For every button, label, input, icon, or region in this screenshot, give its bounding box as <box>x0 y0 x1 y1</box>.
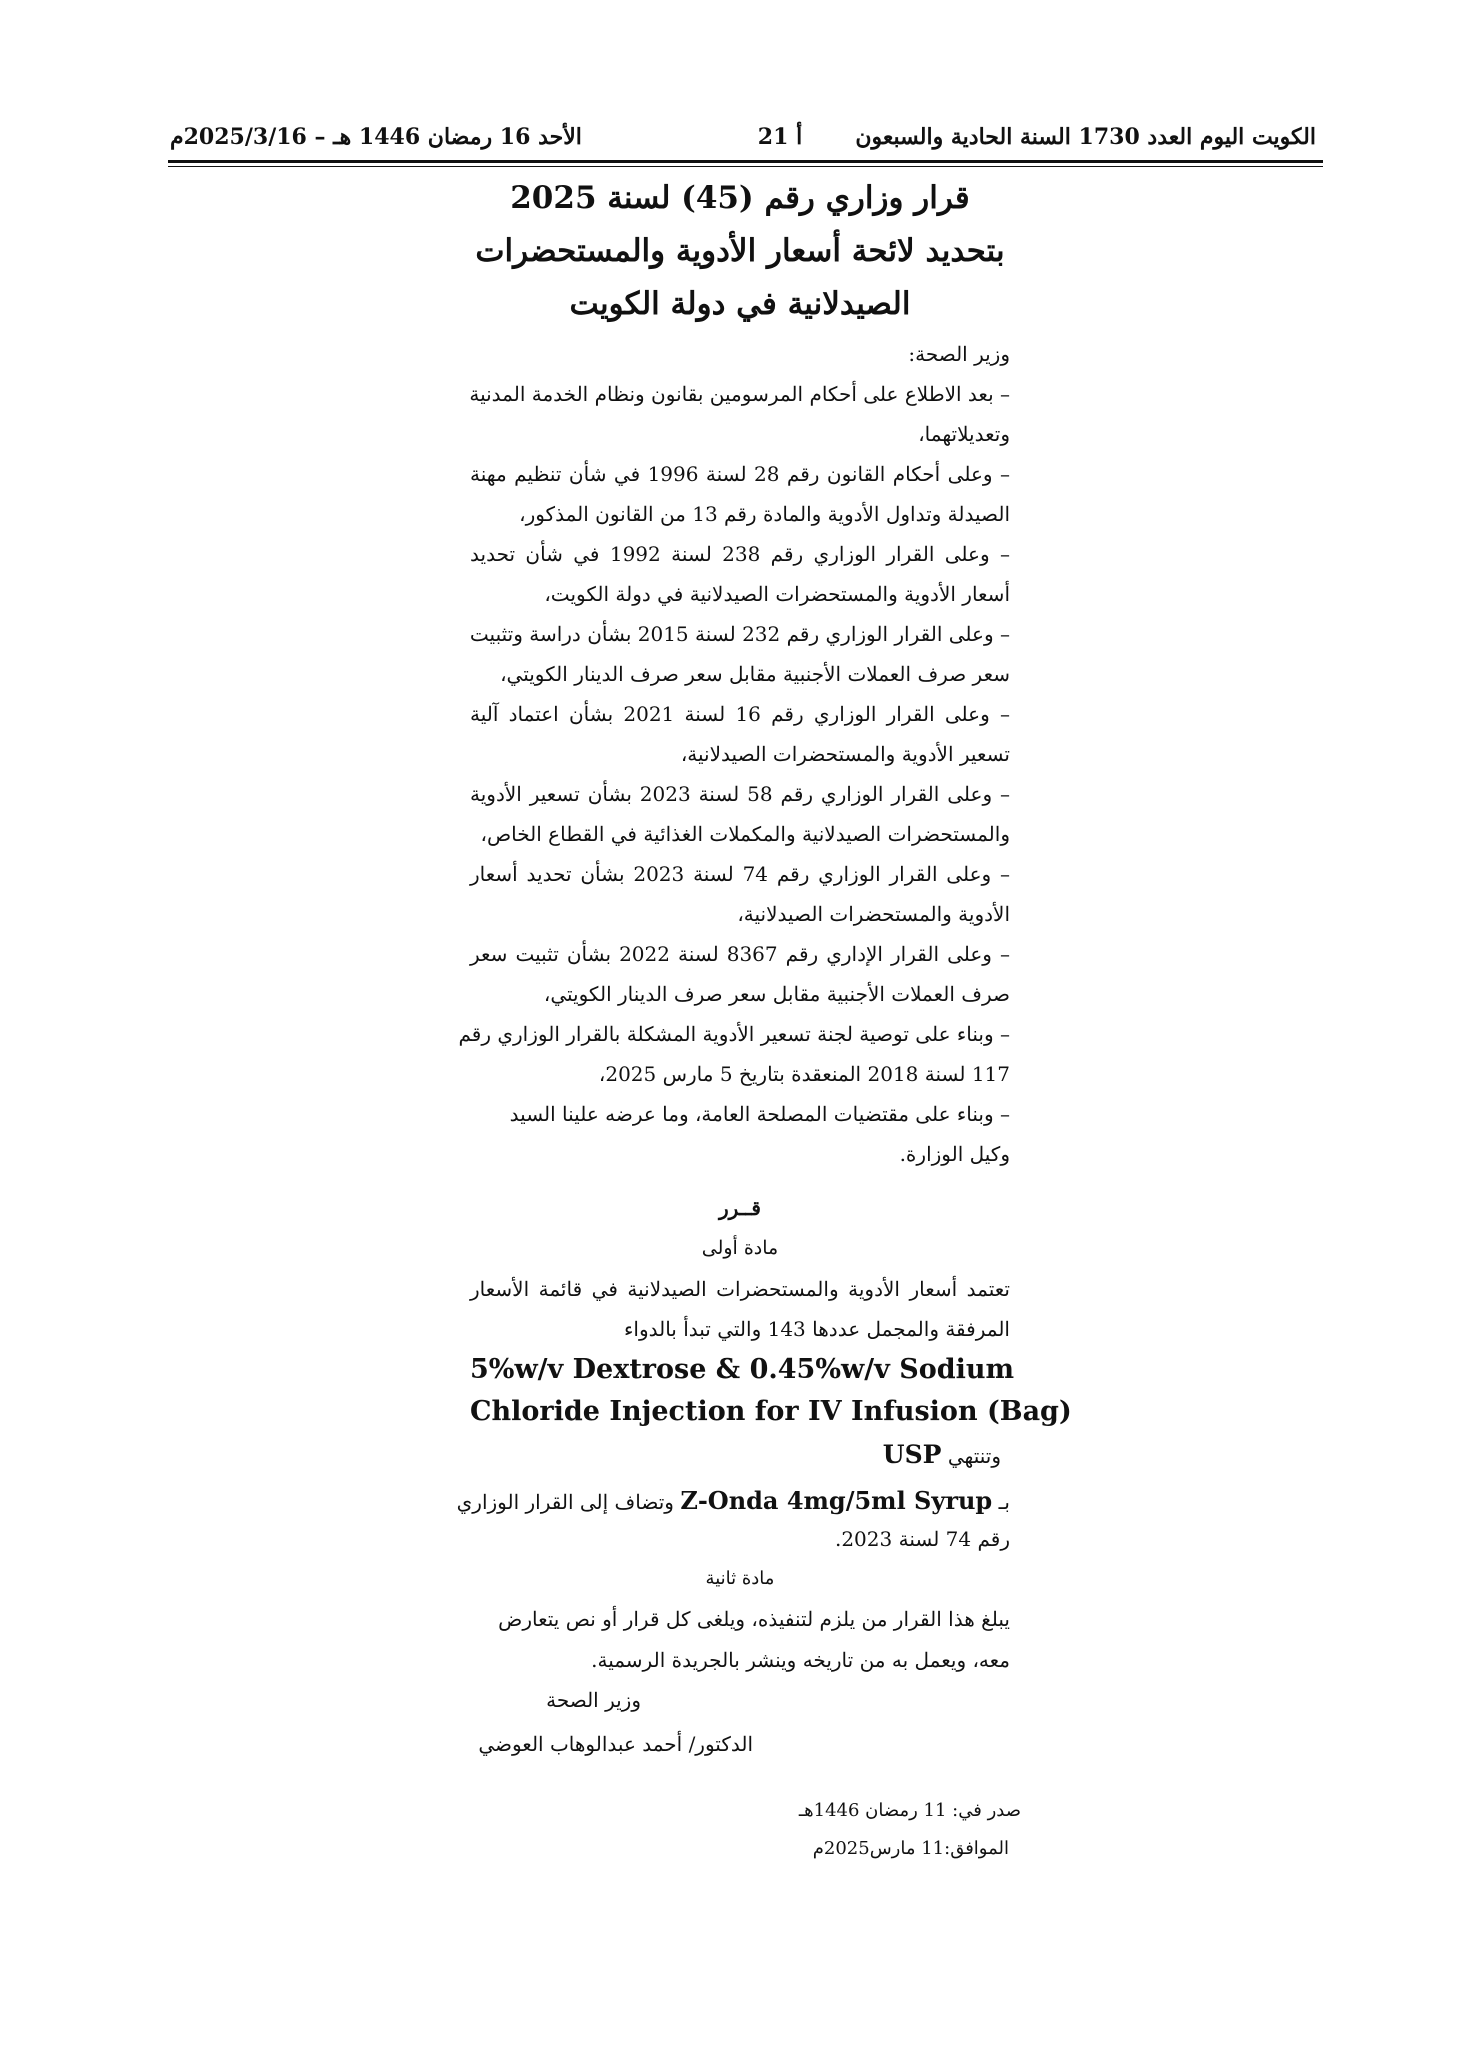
issue-date: الأحد 16 رمضان 1446 هـ – 2025/3/16م <box>170 124 582 150</box>
preamble-line: والمستحضرات الصيدلانية والمكملات الغذائية في القطاع الخاص، <box>480 822 1010 846</box>
usp-line <box>883 1440 1001 1469</box>
preamble-line: – وعلى القرار الوزاري رقم 238 لسنة 1992 في شأن تحديد <box>470 542 1010 566</box>
preamble-line: – وعلى القرار الوزاري رقم 58 لسنة 2023 بشأن تسعير الأدوية <box>470 782 1010 806</box>
preamble-line: – وعلى القرار الوزاري رقم 16 لسنة 2021 بشأن اعتماد آلية <box>470 702 1010 726</box>
decision-heading: قــرر <box>719 1196 761 1220</box>
preamble-line: – وعلى القرار الوزاري رقم 74 لسنة 2023 بشأن تحديد أسعار <box>470 862 1010 886</box>
signature-title: وزير الصحة <box>546 1688 641 1712</box>
article-1-line-1: تعتمد أسعار الأدوية والمستحضرات الصيدلانية في قائمة الأسعار <box>470 1277 1010 1301</box>
article-1-heading: مادة أولى <box>701 1237 779 1259</box>
minister-label: وزير الصحة: <box>908 342 1010 366</box>
preamble-line: وكيل الوزارة. <box>899 1142 1010 1166</box>
decree-subtitle-1: بتحديد لائحة أسعار الأدوية والمستحضرات <box>475 233 1005 269</box>
page-number: أ 21 <box>757 124 803 150</box>
first-drug-line-2: Chloride Injection for IV Infusion (Bag) <box>470 1396 1072 1427</box>
first-drug-line-1: 5%w/v Dextrose & 0.45%w/v Sodium <box>470 1354 1015 1385</box>
article-1-line-last: رقم 74 لسنة 2023. <box>834 1527 1010 1551</box>
article-2-line-1: يبلغ هذا القرار من يلزم لتنفيذه، ويلغى كل قرار أو نص يتعارض <box>498 1607 1010 1631</box>
decree-title: قرار وزاري رقم (45) لسنة 2025 <box>510 180 970 216</box>
by-prefix: بـ <box>998 1490 1010 1514</box>
article-2-heading: مادة ثانية <box>705 1568 775 1589</box>
preamble-line: أسعار الأدوية والمستحضرات الصيدلانية في دولة الكويت، <box>544 582 1010 606</box>
preamble-line: سعر صرف العملات الأجنبية مقابل سعر صرف الدينار الكويتي، <box>500 662 1010 686</box>
last-drug-name: Z-Onda 4mg/5ml Syrup <box>680 1486 993 1515</box>
ends-with-text: وتنتهي <box>947 1444 1001 1468</box>
header-rule-thick <box>168 160 1323 163</box>
issued-hijri: صدر في: 11 رمضان 1446هـ <box>798 1800 1021 1821</box>
added-to-text: وتضاف إلى القرار الوزاري <box>456 1490 674 1514</box>
header-rule-thin <box>168 166 1323 167</box>
issued-gregorian: الموافق:11 مارس2025م <box>812 1838 1009 1859</box>
preamble-line: – وبناء على توصية لجنة تسعير الأدوية المشكلة بالقرار الوزاري رقم <box>458 1022 1010 1046</box>
last-drug-line <box>457 1486 1010 1515</box>
preamble-line: – وعلى أحكام القانون رقم 28 لسنة 1996 في شأن تنظيم مهنة <box>470 462 1010 486</box>
article-2-line-2: معه، ويعمل به من تاريخه وينشر بالجريدة الرسمية. <box>591 1648 1010 1672</box>
decree-subtitle-2: الصيدلانية في دولة الكويت <box>569 286 911 322</box>
usp-text: USP <box>882 1440 942 1469</box>
preamble-line: الأدوية والمستحضرات الصيدلانية، <box>737 902 1010 926</box>
preamble-line: صرف العملات الأجنبية مقابل سعر صرف الدينار الكويتي، <box>543 982 1010 1006</box>
preamble-line: 117 لسنة 2018 المنعقدة بتاريخ 5 مارس 2025، <box>598 1062 1010 1086</box>
preamble-line: تسعير الأدوية والمستحضرات الصيدلانية، <box>680 742 1010 766</box>
signature-name: الدكتور/ أحمد عبدالوهاب العوضي <box>478 1732 753 1756</box>
preamble-line: – وعلى القرار الإداري رقم 8367 لسنة 2022 بشأن تثبيت سعر <box>470 942 1010 966</box>
preamble-line: الصيدلة وتداول الأدوية والمادة رقم 13 من القانون المذكور، <box>519 502 1010 526</box>
preamble-line: – وبناء على مقتضيات المصلحة العامة، وما عرضه علينا السيد <box>509 1102 1010 1126</box>
preamble-line: – وعلى القرار الوزاري رقم 232 لسنة 2015 بشأن دراسة وتثبيت <box>469 622 1010 646</box>
article-1-line-2: المرفقة والمجمل عددها 143 والتي تبدأ بالدواء <box>623 1317 1010 1341</box>
preamble-line: وتعديلاتهما، <box>918 422 1010 446</box>
preamble-line: – بعد الاطلاع على أحكام المرسومين بقانون ونظام الخدمة المدنية <box>469 382 1010 406</box>
issue-info: الكويت اليوم العدد 1730 السنة الحادية والسبعون <box>855 124 1316 150</box>
